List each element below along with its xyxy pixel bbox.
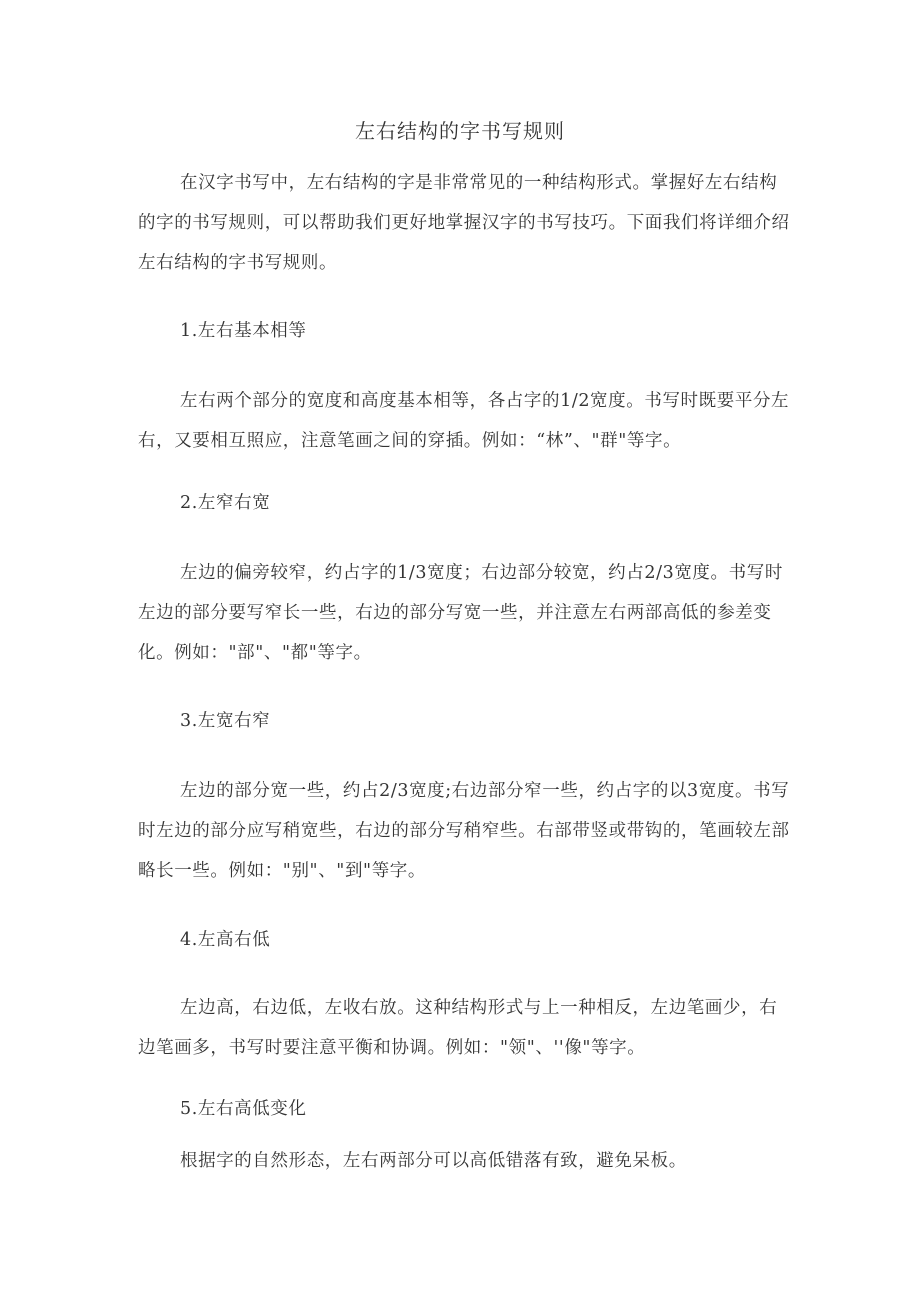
section-5-body: 根据字的自然形态，左右两部分可以高低错落有致，避免呆板。 <box>180 1151 687 1171</box>
section-3-body: 左边的部分宽一些，约占2/3宽度;右边部分窄一些，约占字的以3宽度。书写时左边的部分应写稍宽些，右边的部分写稍窄些。右部带竖或带钩的，笔画较左部略长一些。例如："别"、"到"等字。 <box>138 781 790 881</box>
section-4-body: 左边高，右边低，左收右放。这种结构形式与上一种相反，左边笔画少，右边笔画多，书写时要注意平衡和协调。例如："领"、''像"等字。 <box>138 998 778 1058</box>
section-4-heading: 4.左高右低 <box>180 930 271 950</box>
section-2-body: 左边的偏旁较窄，约占字的1/3宽度；右边部分较宽，约占2/3宽度。书写时左边的部分要写窄长一些，右边的部分写宽一些，并注意左右两部高低的参差变化。例如："部"、"都"等字。 <box>138 563 783 663</box>
section-1-heading: 1.左右基本相等 <box>180 321 307 341</box>
section-2-heading: 2.左窄右宽 <box>180 493 271 513</box>
section-3-heading: 3.左宽右窄 <box>180 711 271 731</box>
section-1-body: 左右两个部分的宽度和高度基本相等，各占字的1/2宽度。书写时既要平分左右，又要相互照应，注意笔画之间的穿插。例如：“林”、"群"等字。 <box>138 391 790 451</box>
section-5-heading: 5.左右高低变化 <box>180 1099 307 1119</box>
intro-paragraph: 在汉字书写中，左右结构的字是非常常见的一种结构形式。掌握好左右结构的字的书写规则，可以帮助我们更好地掌握汉字的书写技巧。下面我们将详细介绍左右结构的字书写规则。 <box>138 173 790 273</box>
document-title: 左右结构的字书写规则 <box>355 119 565 143</box>
